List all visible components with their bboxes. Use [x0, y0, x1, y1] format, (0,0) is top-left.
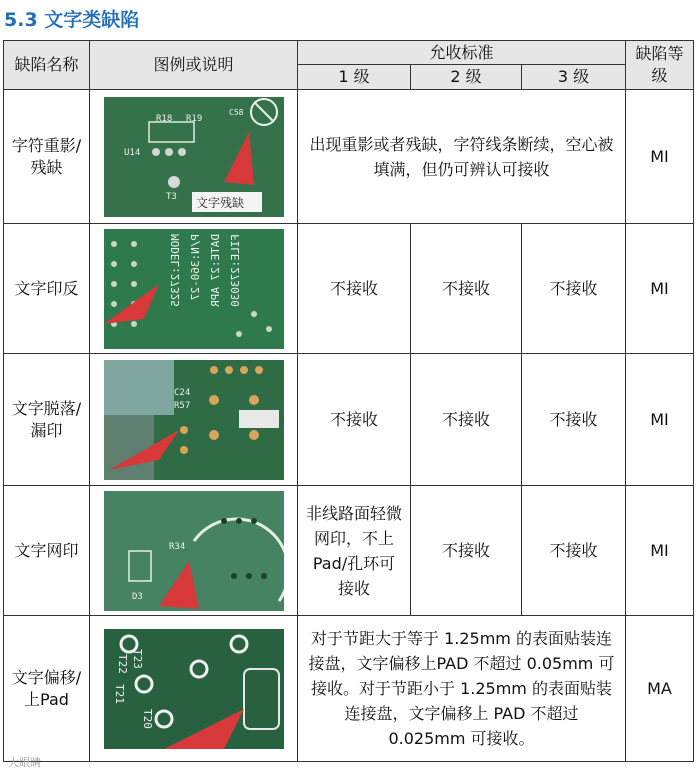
image-label: R34 — [168, 541, 185, 552]
image-label: T20 — [140, 708, 154, 729]
defect-name: 文字印反 — [4, 224, 90, 354]
image-label: MODEL:27325 — [168, 233, 182, 307]
header-defect-name: 缺陷名称 — [4, 41, 90, 90]
image-label: P/N:360-27 — [188, 233, 202, 300]
image-label: T21 — [112, 683, 126, 704]
table-row — [4, 354, 694, 486]
header-acceptance: 允收标准 — [298, 41, 626, 65]
level-2-value: 不接收 — [411, 354, 522, 486]
image-label: 文字残缺 — [195, 195, 244, 210]
level-1-value: 非线路面轻微网印，不上Pad/孔环可接收 — [298, 486, 411, 616]
defect-grade: MI — [626, 90, 694, 224]
image-label: FILE:273030 — [228, 233, 242, 307]
pcb-photo-image — [104, 97, 284, 217]
watermark: 大眼睛 — [8, 756, 41, 769]
level-1-value: 不接收 — [298, 354, 411, 486]
example-image-cell — [90, 90, 298, 224]
image-label: T22 — [115, 653, 129, 674]
table-row — [4, 486, 694, 616]
example-image-cell — [90, 354, 298, 486]
level-1-value: 不接收 — [298, 224, 411, 354]
image-label: T3 — [165, 191, 177, 202]
pcb-photo-image — [104, 229, 284, 349]
defect-grade: MI — [626, 354, 694, 486]
image-label: T23 — [130, 648, 144, 669]
image-label: C24 — [173, 387, 190, 398]
defect-table — [3, 40, 694, 762]
defect-name: 文字偏移/上Pad — [4, 616, 90, 762]
defect-name: 文字脱落/漏印 — [4, 354, 90, 486]
image-label: U14 — [123, 147, 140, 158]
image-label: DATE:27 APR — [208, 233, 222, 307]
level-3-value: 不接收 — [522, 354, 626, 486]
header-level-2: 2 级 — [411, 65, 522, 90]
acceptance-text: 出现重影或者残缺，字符线条断续，空心被填满，但仍可辨认可接收 — [298, 90, 626, 224]
defect-grade: MI — [626, 224, 694, 354]
header-example: 图例或说明 — [90, 41, 298, 90]
example-image-cell — [90, 224, 298, 354]
pcb-photo-image — [104, 360, 284, 480]
image-label: R57 — [173, 400, 190, 411]
example-image-cell — [90, 616, 298, 762]
level-2-value: 不接收 — [411, 486, 522, 616]
level-3-value: 不接收 — [522, 486, 626, 616]
image-label: R18 — [155, 113, 172, 124]
header-grade: 缺陷等级 — [626, 41, 694, 90]
header-level-3: 3 级 — [522, 65, 626, 90]
header-level-1: 1 级 — [298, 65, 411, 90]
table-row — [4, 224, 694, 354]
image-label: D3 — [131, 591, 143, 602]
pcb-photo-image — [104, 491, 284, 611]
image-label: R19 — [185, 113, 202, 124]
table-row — [4, 616, 694, 762]
defect-name: 字符重影/残缺 — [4, 90, 90, 224]
level-3-value: 不接收 — [522, 224, 626, 354]
table-row — [4, 90, 694, 224]
acceptance-text: 对于节距大于等于 1.25mm 的表面贴装连接盘，文字偏移上PAD 不超过 0.05mm 可接收。对于节距小于 1.25mm 的表面贴装连接盘，文字偏移上 PAD 不超过 0.025mm 可接收。 — [298, 616, 626, 762]
defect-grade: MA — [626, 616, 694, 762]
defect-grade: MI — [626, 486, 694, 616]
defect-name: 文字网印 — [4, 486, 90, 616]
pcb-photo-image — [104, 629, 284, 749]
image-label: C58 — [228, 107, 243, 117]
level-2-value: 不接收 — [411, 224, 522, 354]
section-title: 5.3 文字类缺陷 — [4, 9, 140, 31]
example-image-cell — [90, 486, 298, 616]
